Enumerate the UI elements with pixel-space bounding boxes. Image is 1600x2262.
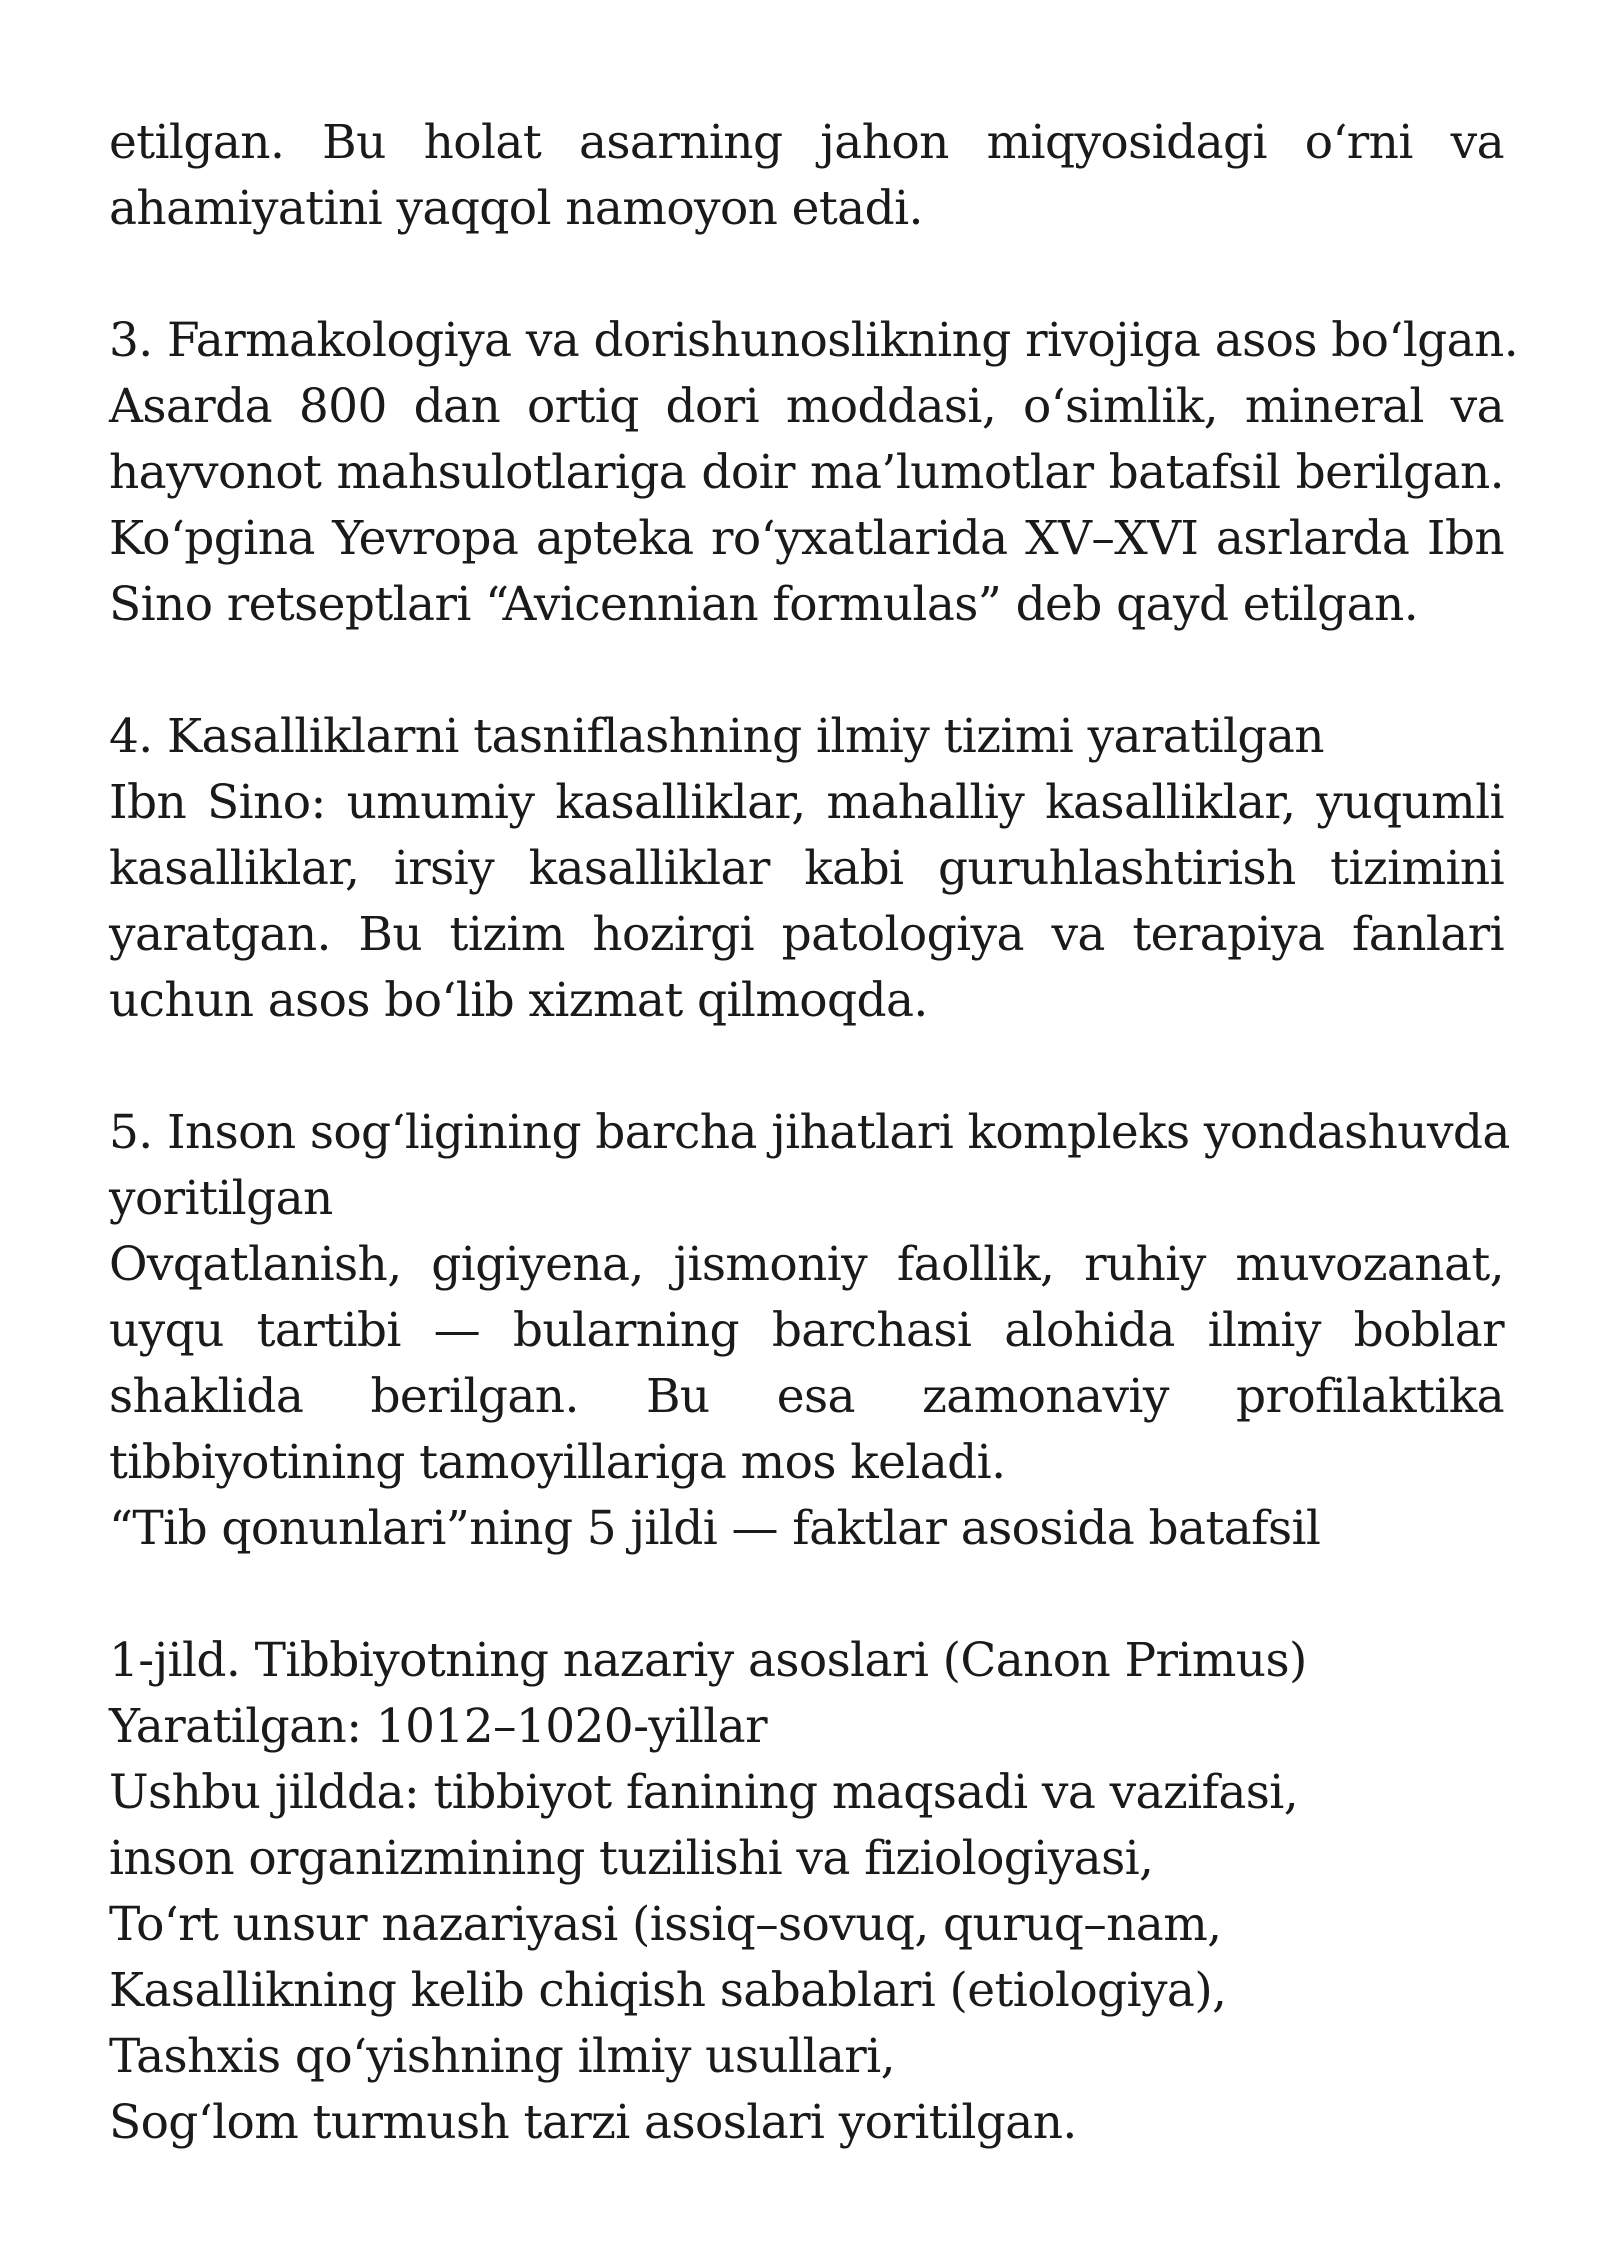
- section-4: [109, 704, 1504, 1034]
- section-heading: yoritilgan: [109, 1171, 333, 1226]
- text-line: uchun asos bo‘lib xizmat qilmoqda.: [109, 973, 928, 1028]
- text-line: Ushbu jildda: tibbiyot fanining maqsadi va vazifasi,: [109, 1765, 1299, 1820]
- text-line: inson organizmining tuzilishi va fiziologiyasi,: [109, 1831, 1154, 1886]
- text-line: Ko‘pgina Yevropa apteka ro‘yxatlarida XV–XVI asrlarda Ibn: [109, 511, 1504, 566]
- text-line: Ovqatlanish, gigiyena, jismoniy faollik, ruhiy muvozanat,: [109, 1237, 1504, 1292]
- text-line: shaklida berilgan. Bu esa zamonaviy profilaktika: [109, 1369, 1504, 1424]
- paragraph-gap: [109, 242, 1504, 308]
- section-3: [109, 308, 1519, 638]
- text-line: To‘rt unsur nazariyasi (issiq–sovuq, quruq–nam,: [109, 1897, 1222, 1952]
- text-line: hayvonot mahsulotlariga doir ma’lumotlar batafsil berilgan.: [109, 445, 1504, 500]
- paragraph-gap: [109, 1034, 1504, 1100]
- volume-date: Yaratilgan: 1012–1020-yillar: [109, 1699, 767, 1754]
- text-line: Kasallikning kelib chiqish sabablari (etiologiya),: [109, 1963, 1227, 2018]
- text-line: uyqu tartibi — bularning barchasi alohida ilmiy boblar: [109, 1303, 1504, 1358]
- text-line: Asarda 800 dan ortiq dori moddasi, o‘simlik, mineral va: [109, 379, 1504, 434]
- volumes-heading: “Tib qonunlari”ning 5 jildi — faktlar asosida batafsil: [109, 1501, 1321, 1556]
- text-line: tibbiyotining tamoyillariga mos keladi.: [109, 1435, 1006, 1490]
- paragraph-intro: [109, 110, 1504, 242]
- text-line: Ibn Sino: umumiy kasalliklar, mahalliy kasalliklar, yuqumli: [109, 775, 1504, 830]
- paragraph-gap: [109, 1562, 1504, 1628]
- text-line: ahamiyatini yaqqol namoyon etadi.: [109, 181, 923, 236]
- paragraph-gap: [109, 638, 1504, 704]
- text-line: Sino retseptlari “Avicennian formulas” deb qayd etilgan.: [109, 577, 1419, 632]
- text-line: kasalliklar, irsiy kasalliklar kabi guruhlashtirish tizimini: [109, 841, 1504, 896]
- text-line: etilgan. Bu holat asarning jahon miqyosidagi o‘rni va: [109, 115, 1504, 170]
- section-heading: 3. Farmakologiya va dorishunoslikning rivojiga asos bo‘lgan.: [109, 313, 1519, 368]
- section-heading: 5. Inson sog‘ligining barcha jihatlari kompleks yondashuvda: [109, 1105, 1510, 1160]
- text-line: yaratgan. Bu tizim hozirgi patologiya va terapiya fanlari: [109, 907, 1504, 962]
- section-heading: 4. Kasalliklarni tasniflashning ilmiy tizimi yaratilgan: [109, 709, 1324, 764]
- volume-1: [109, 1628, 1504, 2156]
- text-line: Sog‘lom turmush tarzi asoslari yoritilgan.: [109, 2095, 1077, 2150]
- volume-title: 1-jild. Tibbiyotning nazariy asoslari (Canon Primus): [109, 1633, 1307, 1688]
- section-5: [109, 1100, 1510, 1562]
- text-line: Tashxis qo‘yishning ilmiy usullari,: [109, 2029, 895, 2084]
